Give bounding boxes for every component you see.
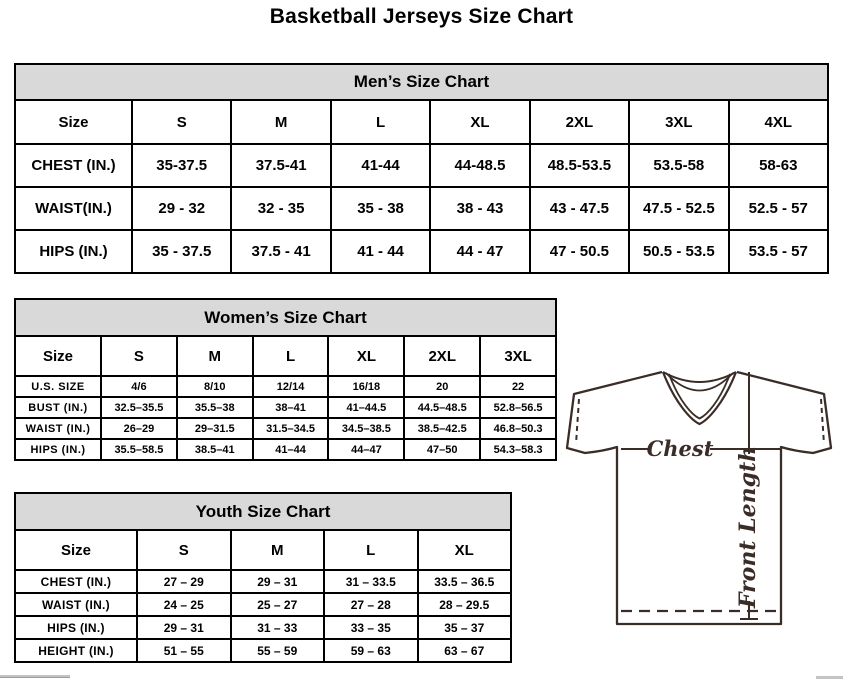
size-cell: 22 [480, 376, 556, 397]
size-cell: 33.5 – 36.5 [418, 570, 512, 593]
size-cell: 41–44.5 [328, 397, 404, 418]
size-cell: 44.5–48.5 [404, 397, 480, 418]
front-length-label: Front Length [735, 445, 761, 609]
size-cell: 38–41 [253, 397, 329, 418]
youth-size-table [14, 492, 512, 663]
size-cell: 43 - 47.5 [530, 187, 629, 230]
size-cell: 29 – 31 [231, 570, 325, 593]
column-header-row [15, 100, 828, 144]
column-header-s: S [137, 530, 231, 570]
size-cell: 51 – 55 [137, 639, 231, 662]
column-header-2xl: 2XL [404, 336, 480, 376]
table-title-row [15, 299, 556, 336]
size-cell: 29 - 32 [132, 187, 231, 230]
column-header-s: S [101, 336, 177, 376]
size-cell: 27 – 28 [324, 593, 418, 616]
table-row [15, 397, 556, 418]
size-cell: 25 – 27 [231, 593, 325, 616]
size-cell: 12/14 [253, 376, 329, 397]
size-cell: 35 - 38 [331, 187, 430, 230]
table-title-row [15, 64, 828, 100]
column-header-m: M [231, 100, 330, 144]
size-cell: 28 – 29.5 [418, 593, 512, 616]
row-label: HIPS (IN.) [15, 230, 132, 273]
size-cell: 59 – 63 [324, 639, 418, 662]
women-table-title: Women’s Size Chart [15, 299, 556, 336]
men-table-title: Men’s Size Chart [15, 64, 828, 100]
column-header-3xl: 3XL [480, 336, 556, 376]
column-header-row [15, 336, 556, 376]
size-cell: 41–44 [253, 439, 329, 460]
table-row [15, 439, 556, 460]
size-cell: 58-63 [729, 144, 828, 187]
mens-size-table [14, 63, 829, 274]
size-cell: 38.5–41 [177, 439, 253, 460]
left-sleeve-dashed-line [576, 399, 579, 444]
size-cell: 63 – 67 [418, 639, 512, 662]
size-cell: 26–29 [101, 418, 177, 439]
jersey-collar-inner [669, 374, 730, 419]
column-header-3xl: 3XL [629, 100, 728, 144]
row-label: WAIST (IN.) [15, 418, 101, 439]
size-cell: 34.5–38.5 [328, 418, 404, 439]
size-cell: 35.5–38 [177, 397, 253, 418]
jersey-diagram [559, 361, 841, 653]
column-header-xl: XL [418, 530, 512, 570]
right-sleeve-dashed-line [821, 399, 824, 444]
size-cell: 35 - 37.5 [132, 230, 231, 273]
size-cell: 29–31.5 [177, 418, 253, 439]
table-row [15, 230, 828, 273]
column-header-xl: XL [430, 100, 529, 144]
column-header-m: M [177, 336, 253, 376]
row-label: CHEST (IN.) [15, 144, 132, 187]
column-header-xl: XL [328, 336, 404, 376]
size-cell: 33 – 35 [324, 616, 418, 639]
column-header-size: Size [15, 530, 137, 570]
size-cell: 41 - 44 [331, 230, 430, 273]
youth-table-title: Youth Size Chart [15, 493, 511, 530]
row-label: CHEST (IN.) [15, 570, 137, 593]
column-header-l: L [253, 336, 329, 376]
column-header-size: Size [15, 100, 132, 144]
column-header-s: S [132, 100, 231, 144]
size-cell: 8/10 [177, 376, 253, 397]
table-row [15, 376, 556, 397]
column-header-row [15, 530, 511, 570]
size-cell: 41-44 [331, 144, 430, 187]
table-row [15, 639, 511, 662]
size-cell: 44-48.5 [430, 144, 529, 187]
size-cell: 16/18 [328, 376, 404, 397]
row-label: BUST (IN.) [15, 397, 101, 418]
row-label: HIPS (IN.) [15, 439, 101, 460]
size-cell: 4/6 [101, 376, 177, 397]
size-cell: 31 – 33 [231, 616, 325, 639]
size-cell: 53.5 - 57 [729, 230, 828, 273]
size-cell: 37.5-41 [231, 144, 330, 187]
size-cell: 35.5–58.5 [101, 439, 177, 460]
womens-size-table [14, 298, 557, 461]
size-cell: 29 – 31 [137, 616, 231, 639]
size-cell: 53.5-58 [629, 144, 728, 187]
column-header-size: Size [15, 336, 101, 376]
page-title: Basketball Jerseys Size Chart [269, 5, 574, 28]
size-cell: 55 – 59 [231, 639, 325, 662]
size-cell: 44–47 [328, 439, 404, 460]
row-label: WAIST(IN.) [15, 187, 132, 230]
table-row [15, 570, 511, 593]
horizontal-scrollbar-thumb-left[interactable] [0, 675, 70, 678]
size-cell: 35 – 37 [418, 616, 512, 639]
size-cell: 24 – 25 [137, 593, 231, 616]
table-row [15, 593, 511, 616]
column-header-l: L [331, 100, 430, 144]
size-cell: 48.5-53.5 [530, 144, 629, 187]
column-header-m: M [231, 530, 325, 570]
size-cell: 46.8–50.3 [480, 418, 556, 439]
row-label: U.S. SIZE [15, 376, 101, 397]
size-cell: 38.5–42.5 [404, 418, 480, 439]
size-cell: 27 – 29 [137, 570, 231, 593]
table-row [15, 418, 556, 439]
chest-label: Chest [646, 436, 714, 461]
size-cell: 35-37.5 [132, 144, 231, 187]
jersey-body-outline [567, 372, 831, 624]
row-label: HIPS (IN.) [15, 616, 137, 639]
table-row [15, 144, 828, 187]
size-cell: 37.5 - 41 [231, 230, 330, 273]
table-row [15, 187, 828, 230]
table-row [15, 616, 511, 639]
size-cell: 47–50 [404, 439, 480, 460]
size-cell: 32.5–35.5 [101, 397, 177, 418]
size-cell: 54.3–58.3 [480, 439, 556, 460]
table-title-row [15, 493, 511, 530]
size-cell: 47.5 - 52.5 [629, 187, 728, 230]
column-header-l: L [324, 530, 418, 570]
size-cell: 38 - 43 [430, 187, 529, 230]
size-cell: 52.5 - 57 [729, 187, 828, 230]
row-label: HEIGHT (IN.) [15, 639, 137, 662]
column-header-2xl: 2XL [530, 100, 629, 144]
size-cell: 31 – 33.5 [324, 570, 418, 593]
size-cell: 20 [404, 376, 480, 397]
size-cell: 31.5–34.5 [253, 418, 329, 439]
column-header-4xl: 4XL [729, 100, 828, 144]
size-cell: 32 - 35 [231, 187, 330, 230]
size-cell: 47 - 50.5 [530, 230, 629, 273]
row-label: WAIST (IN.) [15, 593, 137, 616]
size-cell: 50.5 - 53.5 [629, 230, 728, 273]
size-cell: 44 - 47 [430, 230, 529, 273]
size-cell: 52.8–56.5 [480, 397, 556, 418]
